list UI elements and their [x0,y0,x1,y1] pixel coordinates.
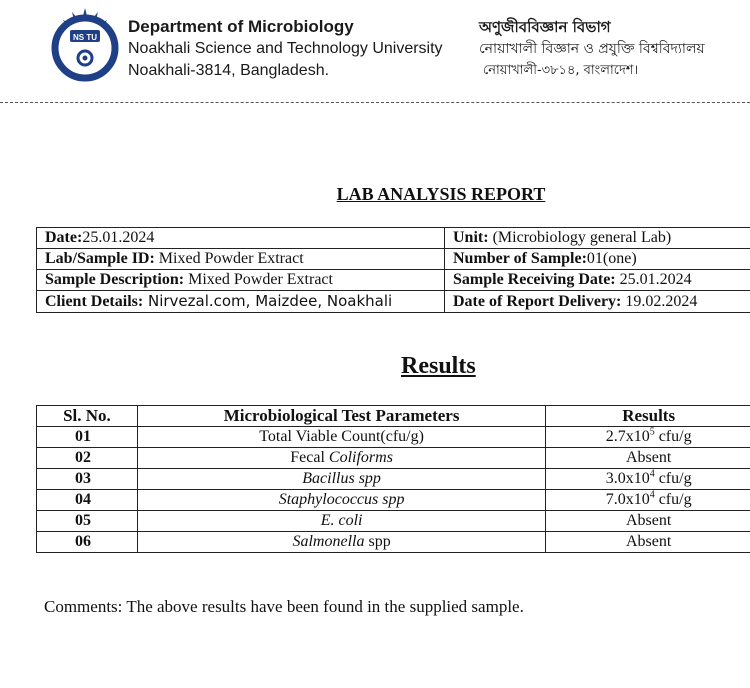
info-cell-number-of-sample: Number of Sample:01(one) [445,249,750,270]
comments: Comments: The above results have been found in the supplied sample. [44,597,524,616]
result-cell: Absent [546,511,750,532]
info-cell-date: Date:25.01.2024 [37,228,445,249]
university-name: Noakhali Science and Technology University [128,40,443,57]
results-row [37,427,750,448]
university-address-bangla: নোয়াখালী-৩৮১৪, বাংলাদেশ। [483,63,639,78]
info-cell-sample-id: Lab/Sample ID: Mixed Powder Extract [37,249,445,270]
results-row [37,469,750,490]
results-header-row [37,406,750,427]
results-row [37,511,750,532]
parameter-cell: Total Viable Count(cfu/g) [137,427,545,448]
column-header-sl-no: Sl. No. [37,406,138,427]
sl-no-cell: 01 [37,427,138,448]
sl-no-cell: 02 [37,448,138,469]
sl-no-cell: 05 [37,511,138,532]
result-cell: $3.0x10^4$ cfu/g [546,469,750,490]
sl-no-cell: 03 [37,469,138,490]
sample-info-table [36,227,750,313]
column-header-results: Results [546,406,750,427]
sl-no-cell: 06 [37,532,138,553]
result-cell: $2.7x10^5$ cfu/g [546,427,750,448]
parameter-cell: Bacillus spp [137,469,545,490]
results-title: Results [401,353,476,379]
parameter-cell: E. coli [137,511,545,532]
report-title: LAB ANALYSIS REPORT [336,184,546,204]
info-cell-report-delivery: Date of Report Delivery: 19.02.2024 [445,291,750,313]
department-name: Department of Microbiology [128,17,354,36]
seal-badge-text: NS TU [73,33,97,42]
info-row [37,249,750,270]
university-address: Noakhali-3814, Bangladesh. [128,62,330,79]
results-table [36,405,750,553]
parameter-cell: Staphylococcus spp [137,490,545,511]
parameter-cell: Fecal Coliforms [137,448,545,469]
column-header-parameters: Microbiological Test Parameters [137,406,545,427]
info-row [37,291,750,313]
info-cell-client-details: Client Details: Nirvezal.com, Maizdee, Noakhali [37,291,445,313]
info-row [37,228,750,249]
results-row [37,532,750,553]
department-english [128,16,443,82]
info-cell-sample-description: Sample Description: Mixed Powder Extract [37,270,445,291]
university-seal-icon [50,6,120,84]
sl-no-cell: 04 [37,490,138,511]
results-row [37,448,750,469]
department-bangla [479,16,705,82]
info-row [37,270,750,291]
header-divider [0,102,750,103]
info-cell-unit: Unit: (Microbiology general Lab) [445,228,750,249]
result-cell: Absent [546,448,750,469]
result-cell: Absent [546,532,750,553]
info-cell-receiving-date: Sample Receiving Date: 25.01.2024 [445,270,750,291]
parameter-cell: Salmonella spp [137,532,545,553]
results-row [37,490,750,511]
university-name-bangla: নোয়াখালী বিজ্ঞান ও প্রযুক্তি বিশ্ববিদ্যালয় [479,41,705,57]
result-cell: $7.0x10^4$ cfu/g [546,490,750,511]
department-name-bangla: অণুজীববিজ্ঞান বিভাগ [479,18,611,36]
